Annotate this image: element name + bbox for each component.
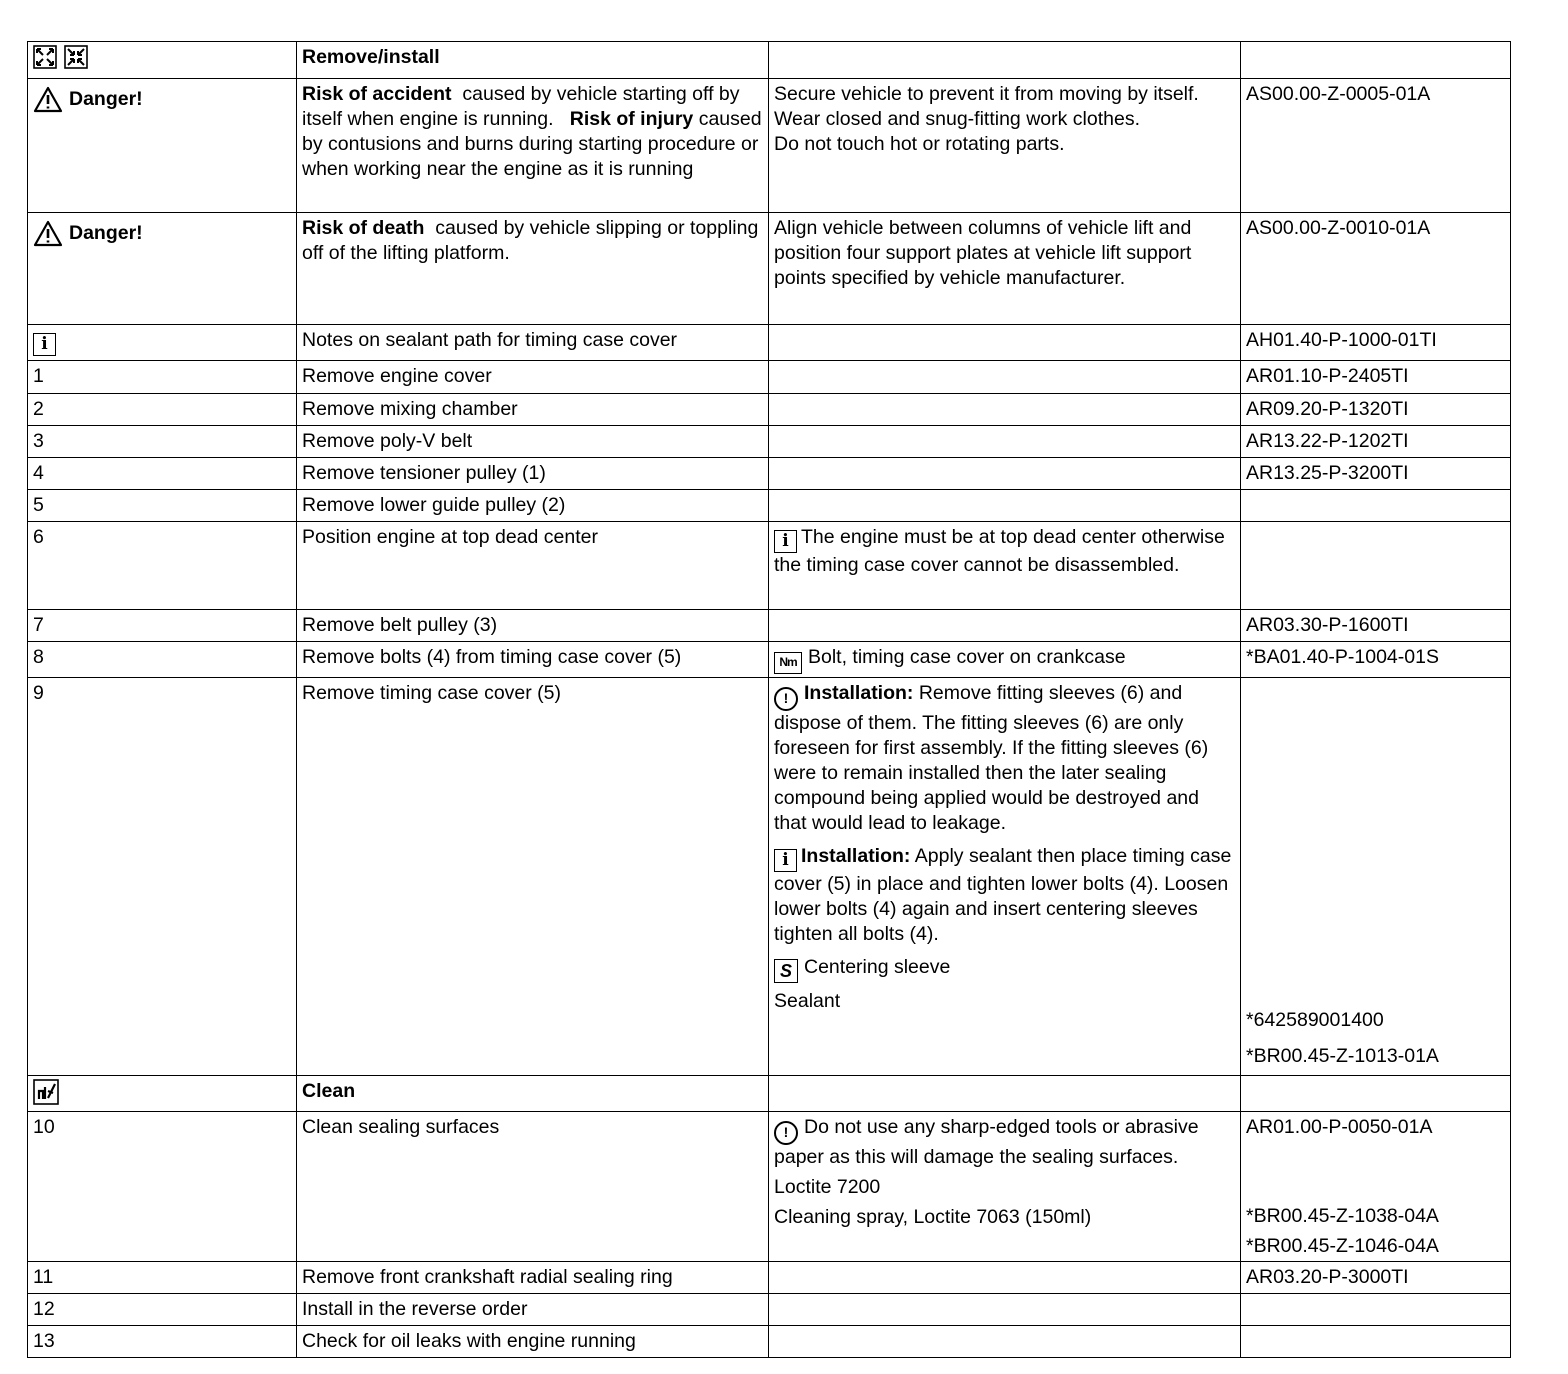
step-row bbox=[28, 1262, 1511, 1294]
step-row bbox=[28, 490, 1511, 522]
reference-link[interactable]: AR13.22-P-1202TI bbox=[1246, 430, 1409, 452]
installation-note-1 bbox=[774, 681, 1235, 836]
reference-link[interactable]: *BR00.45-Z-1013-01A bbox=[1246, 1045, 1439, 1067]
step-row bbox=[28, 1326, 1511, 1358]
clean-title bbox=[297, 1076, 769, 1112]
note-text: Do not use any sharp-edged tools or abrasive paper as this will damage the sealing surfaces. bbox=[774, 1116, 1199, 1168]
section-title: Remove/install bbox=[297, 42, 769, 79]
reference-link[interactable]: AR01.00-P-0050-01A bbox=[1246, 1116, 1433, 1138]
step-row bbox=[28, 522, 1511, 610]
step-number-text: 9 bbox=[33, 682, 44, 704]
step-text bbox=[297, 642, 769, 678]
info-icon: i bbox=[33, 333, 56, 356]
step-note bbox=[769, 678, 1241, 1076]
caution-icon: ! bbox=[774, 687, 798, 711]
empty-cell bbox=[769, 1076, 1241, 1112]
step-number bbox=[28, 458, 297, 490]
step-text bbox=[297, 610, 769, 642]
step-number bbox=[28, 1112, 297, 1262]
step-text bbox=[297, 361, 769, 394]
step-description: Remove front crankshaft radial sealing ring bbox=[302, 1266, 673, 1288]
step-ref bbox=[1241, 642, 1511, 678]
note-text: Bolt, timing case cover on crankcase bbox=[808, 646, 1126, 668]
special-tool-icon: S bbox=[774, 959, 798, 983]
step-number bbox=[28, 1326, 297, 1358]
empty-cell bbox=[769, 426, 1241, 458]
step-number-text: 4 bbox=[33, 462, 44, 484]
action-line: Align vehicle between columns of vehicle lift and position four support plates at vehicle lift support points specified by vehicle manufacturer. bbox=[774, 217, 1192, 289]
empty-cell bbox=[769, 1326, 1241, 1358]
step-description: Remove belt pulley (3) bbox=[302, 614, 498, 636]
step-description: Check for oil leaks with engine running bbox=[302, 1330, 636, 1352]
step-row bbox=[28, 642, 1511, 678]
expand-icon bbox=[33, 45, 57, 69]
step-note bbox=[769, 1112, 1241, 1262]
step-description: Remove engine cover bbox=[302, 365, 492, 387]
reference-link[interactable]: AR03.30-P-1600TI bbox=[1246, 614, 1409, 636]
empty-cell bbox=[769, 490, 1241, 522]
reference-link[interactable]: AH01.40-P-1000-01TI bbox=[1246, 329, 1437, 351]
danger-action bbox=[769, 213, 1241, 325]
empty-cell bbox=[769, 325, 1241, 361]
step-text bbox=[297, 522, 769, 610]
step-row bbox=[28, 361, 1511, 394]
procedure-table bbox=[27, 41, 1511, 1358]
reference-link[interactable]: AS00.00-Z-0005-01A bbox=[1246, 83, 1431, 105]
step-number-text: 11 bbox=[33, 1266, 54, 1288]
reference-link[interactable]: *BA01.40-P-1004-01S bbox=[1246, 646, 1439, 668]
step-text bbox=[297, 1294, 769, 1326]
step-number-text: 10 bbox=[33, 1116, 55, 1138]
danger-cell bbox=[28, 79, 297, 213]
danger-text: caused by vehicle slipping or toppling off of the lifting platform. bbox=[302, 217, 764, 264]
notes-label: Notes on sealant path for timing case cover bbox=[302, 329, 678, 351]
step-description: Remove lower guide pulley (2) bbox=[302, 494, 566, 516]
danger-text: Risk of accident bbox=[302, 83, 452, 105]
step-description: Clean sealing surfaces bbox=[302, 1116, 500, 1138]
step-ref bbox=[1241, 678, 1511, 1076]
step-number-text: 1 bbox=[33, 365, 44, 387]
reference-link[interactable]: *BR00.45-Z-1038-04A bbox=[1246, 1205, 1439, 1227]
material-line: Loctite 7200 bbox=[774, 1175, 881, 1198]
note-text: Remove fitting sleeves (6) and dispose of them. The fitting sleeves (6) are only foreseen for first assembly. If the fitting sleeves (6) were to remain installed then the later sealing compound being applied would be destroyed and that would lead to leakage. bbox=[774, 682, 1209, 834]
caution-icon: ! bbox=[774, 1121, 798, 1145]
notes-row bbox=[28, 325, 1511, 361]
step-ref bbox=[1241, 1112, 1511, 1262]
step-number-text: 12 bbox=[33, 1298, 55, 1320]
step-text bbox=[297, 426, 769, 458]
step-ref bbox=[1241, 1326, 1511, 1358]
clean-icon bbox=[33, 1079, 59, 1105]
step-row bbox=[28, 426, 1511, 458]
step-number bbox=[28, 426, 297, 458]
danger-label: Danger! bbox=[69, 222, 143, 244]
action-line: Do not touch hot or rotating parts. bbox=[774, 133, 1065, 155]
step-row bbox=[28, 1294, 1511, 1326]
step-number-text: 2 bbox=[33, 398, 44, 420]
step-number bbox=[28, 490, 297, 522]
info-icon: i bbox=[774, 849, 797, 872]
tool-line bbox=[774, 955, 1235, 984]
empty-cell bbox=[769, 1262, 1241, 1294]
danger-text: Risk of injury bbox=[569, 108, 694, 130]
step-ref bbox=[1241, 490, 1511, 522]
step-number bbox=[28, 1262, 297, 1294]
empty-cell bbox=[769, 458, 1241, 490]
step-number-text: 7 bbox=[33, 614, 44, 636]
material-line: Cleaning spray, Loctite 7063 (150ml) bbox=[774, 1205, 1092, 1228]
reference-link[interactable]: *BR00.45-Z-1046-04A bbox=[1246, 1235, 1439, 1257]
step-description: Remove poly-V belt bbox=[302, 430, 473, 452]
reference-link[interactable]: AR01.10-P-2405TI bbox=[1246, 365, 1409, 387]
danger-row bbox=[28, 79, 1511, 213]
step-row bbox=[28, 394, 1511, 426]
reference-link[interactable]: AR09.20-P-1320TI bbox=[1246, 398, 1409, 420]
danger-description bbox=[297, 79, 769, 213]
step-number-text: 3 bbox=[33, 430, 44, 452]
reference-link[interactable]: AR03.20-P-3000TI bbox=[1246, 1266, 1409, 1288]
step-row bbox=[28, 610, 1511, 642]
empty-cell bbox=[769, 610, 1241, 642]
step-number bbox=[28, 394, 297, 426]
step-number bbox=[28, 678, 297, 1076]
empty-cell bbox=[1241, 522, 1511, 610]
step-number bbox=[28, 1294, 297, 1326]
danger-text: caused by contusions and burns during starting procedure or when working near the engine as it is running bbox=[302, 108, 768, 180]
danger-description bbox=[297, 213, 769, 325]
danger-cell bbox=[28, 213, 297, 325]
sealant-line: Sealant bbox=[774, 990, 841, 1012]
reference-link[interactable]: AR13.25-P-3200TI bbox=[1246, 462, 1409, 484]
step-text bbox=[297, 394, 769, 426]
danger-text: Risk of death bbox=[302, 217, 425, 239]
step-number bbox=[28, 610, 297, 642]
info-icon: i bbox=[774, 530, 797, 553]
step-number-text: 8 bbox=[33, 646, 44, 668]
step-ref bbox=[1241, 361, 1511, 394]
step-note bbox=[769, 522, 1241, 610]
collapse-icon bbox=[64, 45, 88, 69]
note-text: The engine must be at top dead center otherwise the timing case cover cannot be disassembled. bbox=[774, 526, 1225, 576]
step-ref bbox=[1241, 1294, 1511, 1326]
step-description: Remove mixing chamber bbox=[302, 398, 518, 420]
action-line: Secure vehicle to prevent it from moving by itself. bbox=[774, 83, 1199, 105]
step-ref bbox=[1241, 426, 1511, 458]
note-label: Installation: bbox=[804, 682, 914, 704]
caution-note bbox=[774, 1115, 1235, 1170]
danger-row bbox=[28, 213, 1511, 325]
reference-link[interactable]: *642589001400 bbox=[1246, 1009, 1384, 1031]
step-number-text: 5 bbox=[33, 494, 44, 516]
installation-note-2 bbox=[774, 844, 1235, 947]
danger-ref bbox=[1241, 213, 1511, 325]
step-ref bbox=[1241, 394, 1511, 426]
step-text bbox=[297, 490, 769, 522]
note-label: Installation: bbox=[801, 844, 911, 867]
header-row bbox=[28, 42, 1511, 79]
danger-ref bbox=[1241, 79, 1511, 213]
step-text bbox=[297, 1112, 769, 1262]
danger-text: caused by vehicle starting off by itself when engine is running. bbox=[302, 83, 745, 130]
step-ref bbox=[1241, 458, 1511, 490]
danger-label-wrap bbox=[33, 82, 291, 113]
step-number-text: 13 bbox=[33, 1330, 55, 1352]
step-description: Position engine at top dead center bbox=[302, 526, 598, 548]
warning-icon bbox=[33, 220, 63, 247]
clean-header-row bbox=[28, 1076, 1511, 1112]
step-description: Remove bolts (4) from timing case cover (5) bbox=[302, 646, 682, 668]
step-number-text: 6 bbox=[33, 526, 44, 548]
step-text bbox=[297, 678, 769, 1076]
danger-label: Danger! bbox=[69, 88, 143, 110]
step-ref bbox=[1241, 1262, 1511, 1294]
step-number bbox=[28, 522, 297, 610]
step-row bbox=[28, 458, 1511, 490]
step-text bbox=[297, 1262, 769, 1294]
tool-text: Centering sleeve bbox=[804, 955, 951, 978]
section-title: Clean bbox=[302, 1080, 356, 1102]
step-number bbox=[28, 642, 297, 678]
danger-action bbox=[769, 79, 1241, 213]
notes-ref bbox=[1241, 325, 1511, 361]
warning-icon bbox=[33, 86, 63, 113]
step-row bbox=[28, 678, 1511, 1076]
empty-cell bbox=[769, 1294, 1241, 1326]
step-description: Remove timing case cover (5) bbox=[302, 682, 562, 704]
step-row bbox=[28, 1112, 1511, 1262]
reference-link[interactable]: AS00.00-Z-0010-01A bbox=[1246, 217, 1431, 239]
action-line: Wear closed and snug-fitting work clothes. bbox=[774, 108, 1140, 130]
step-description: Install in the reverse order bbox=[302, 1298, 528, 1320]
clean-icon-cell bbox=[28, 1076, 297, 1112]
danger-label-wrap bbox=[33, 216, 291, 247]
step-number bbox=[28, 361, 297, 394]
empty-cell bbox=[769, 394, 1241, 426]
step-text bbox=[297, 458, 769, 490]
torque-icon: Nm bbox=[774, 652, 802, 674]
remove-install-icons bbox=[28, 42, 297, 79]
step-text bbox=[297, 1326, 769, 1358]
step-description: Remove tensioner pulley (1) bbox=[302, 462, 546, 484]
step-ref bbox=[1241, 610, 1511, 642]
empty-cell bbox=[769, 361, 1241, 394]
step-note bbox=[769, 642, 1241, 678]
info-cell bbox=[28, 325, 297, 361]
note-text: Apply sealant then place timing case cover (5) in place and tighten lower bolts (4). Loosen lower bolts (4) again and insert centering sleeves tighten all bolts (4). bbox=[774, 844, 1232, 945]
empty-cell bbox=[1241, 1076, 1511, 1112]
notes-text bbox=[297, 325, 769, 361]
